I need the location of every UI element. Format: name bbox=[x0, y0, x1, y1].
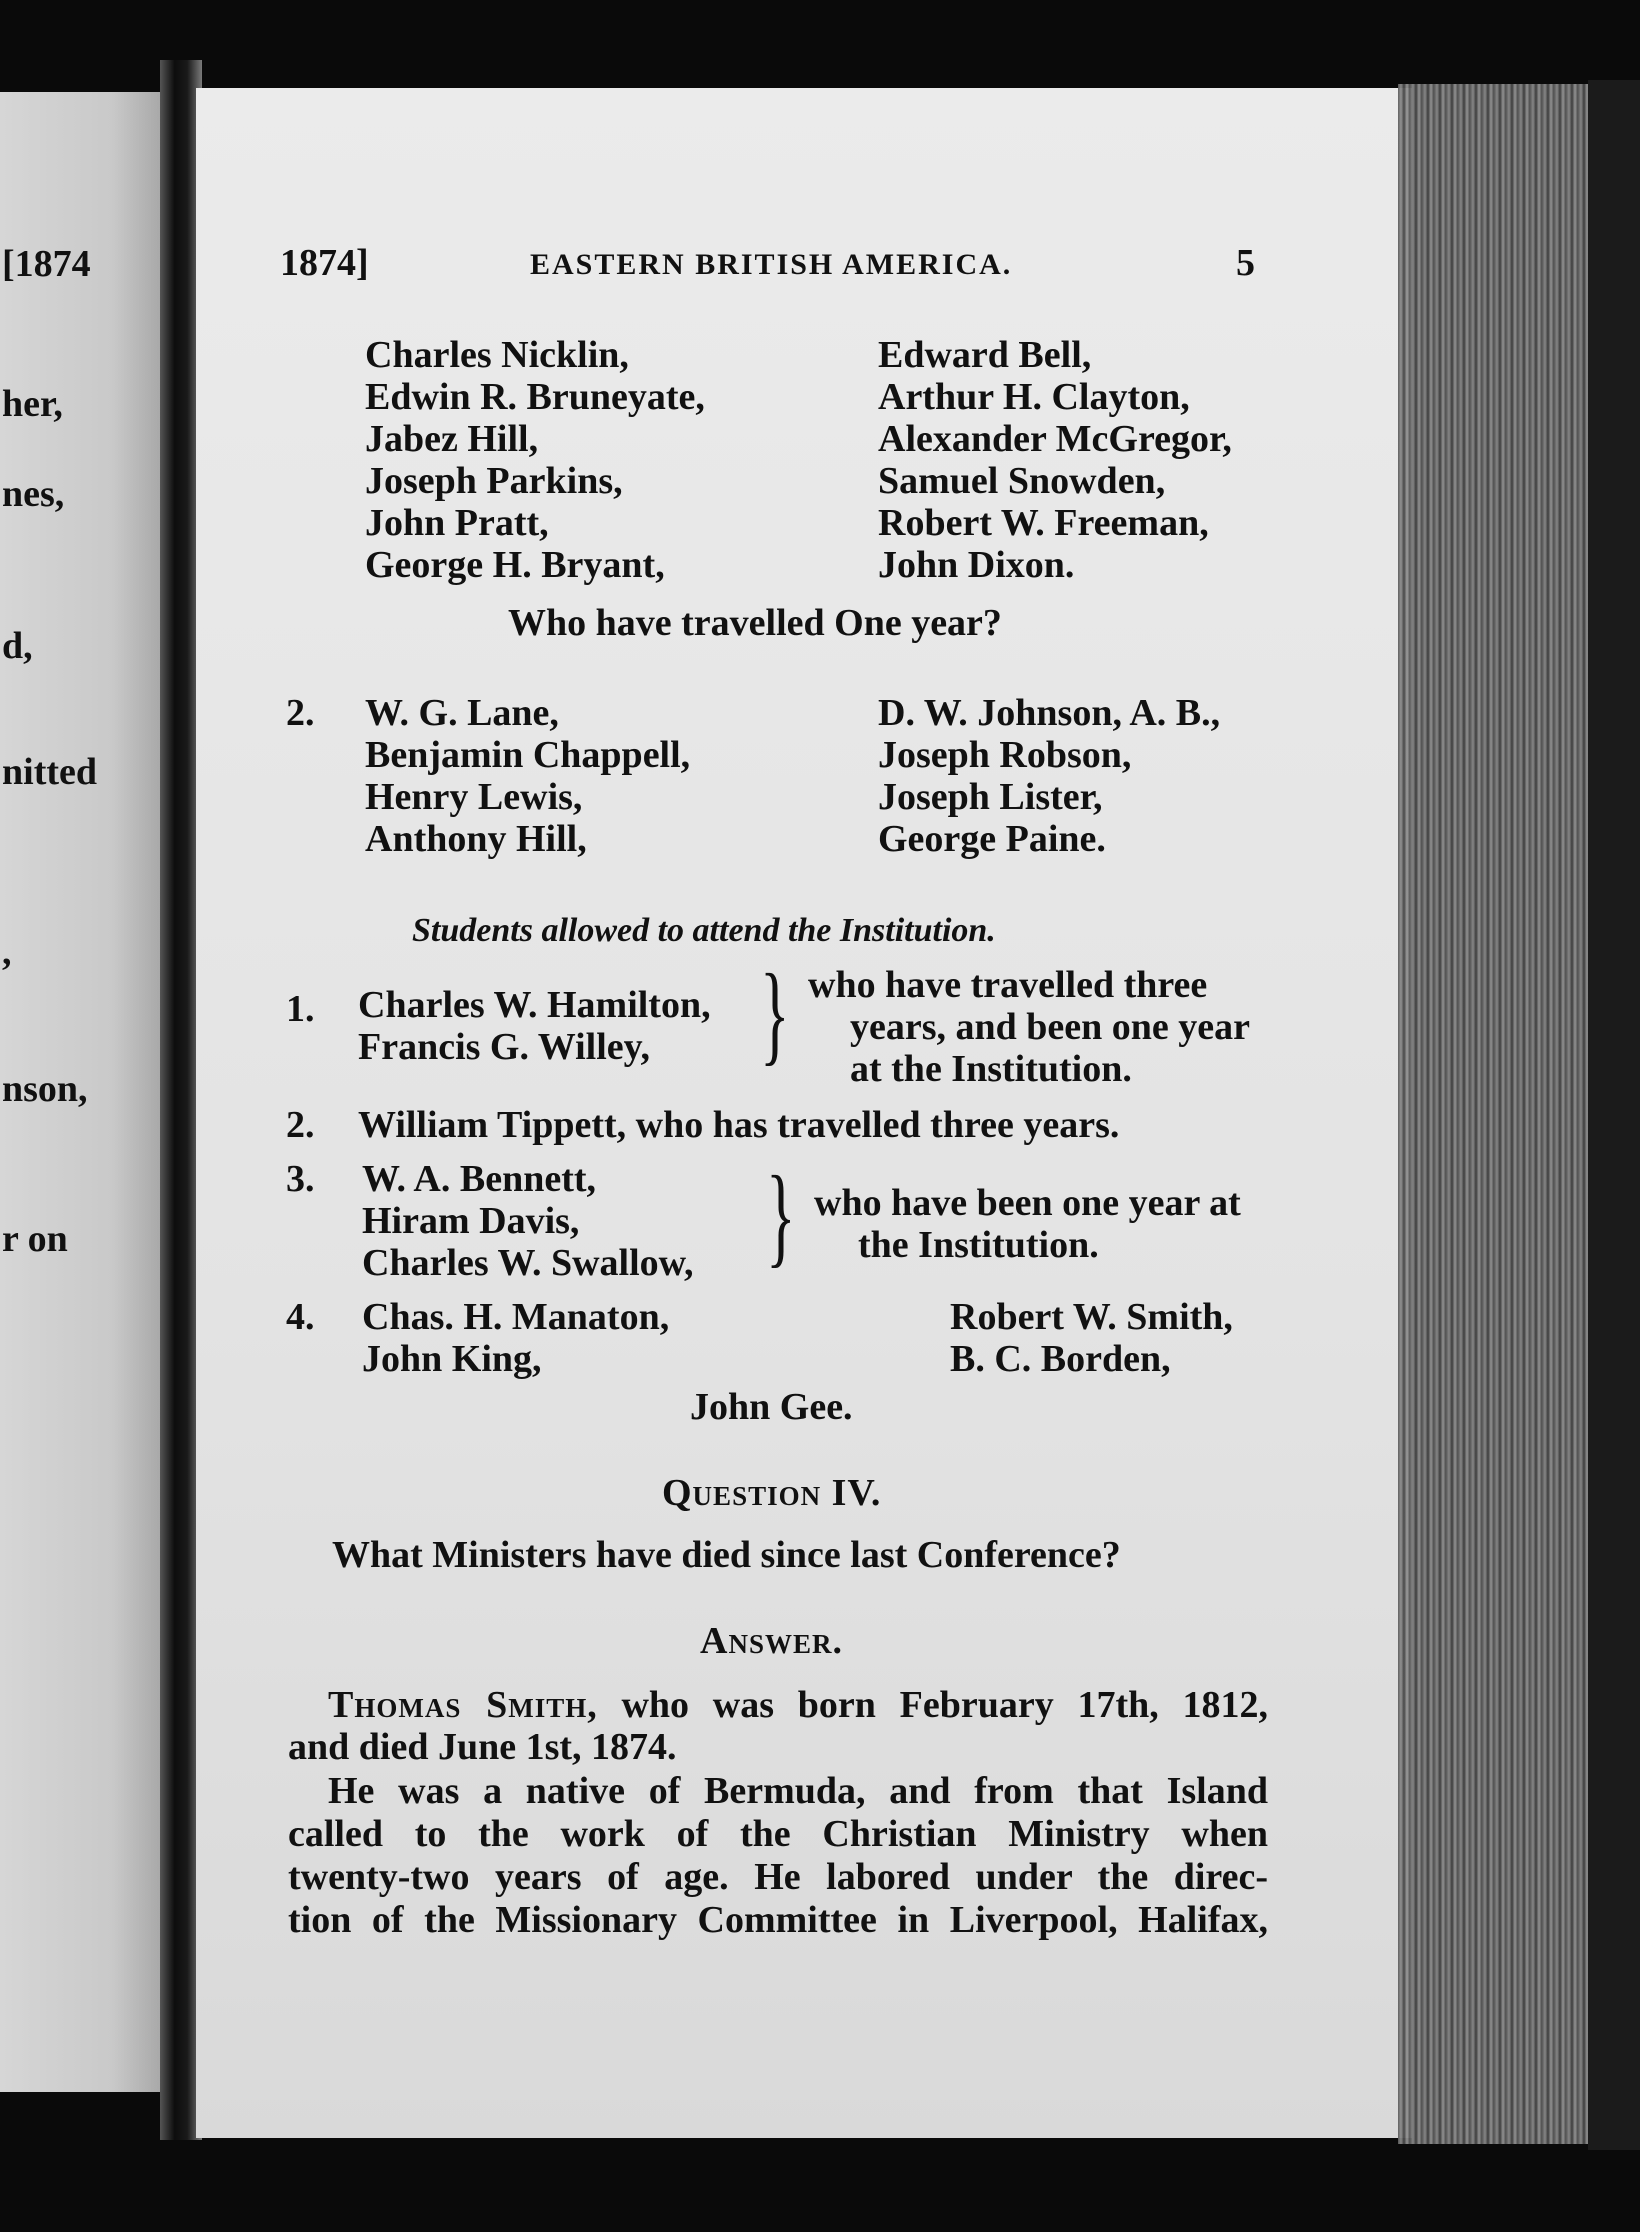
name-right: Edward Bell, bbox=[878, 334, 1092, 376]
left-page-fragment: nes, bbox=[2, 473, 65, 515]
name-left: Anthony Hill, bbox=[365, 818, 587, 860]
name-left: Charles Nicklin, bbox=[365, 334, 629, 376]
student-note: years, and been one year bbox=[850, 1006, 1251, 1048]
obituary-line: and died June 1st, 1874. bbox=[288, 1726, 677, 1768]
page-edge-shadow bbox=[1588, 80, 1640, 2150]
name-left: Jabez Hill, bbox=[365, 418, 539, 460]
obituary-line: tion of the Missionary Committee in Liverpool, Halifax, bbox=[288, 1899, 1268, 1941]
question-heading: Question IV. bbox=[662, 1472, 882, 1514]
left-page-fragment: , bbox=[2, 931, 12, 973]
name-left: W. G. Lane, bbox=[365, 692, 559, 734]
student-name: Chas. H. Manaton, bbox=[362, 1296, 670, 1338]
left-page-fragment: her, bbox=[2, 383, 63, 425]
left-page-year: [1874 bbox=[2, 243, 91, 285]
name-right: George Paine. bbox=[878, 818, 1106, 860]
students-heading: Students allowed to attend the Institution. bbox=[412, 912, 996, 949]
name-right: Robert W. Freeman, bbox=[878, 502, 1209, 544]
left-page-fragment: d, bbox=[2, 625, 33, 667]
student-name: John King, bbox=[362, 1338, 542, 1380]
student-note: who have been one year at bbox=[814, 1182, 1241, 1224]
name-left: Benjamin Chappell, bbox=[365, 734, 691, 776]
obituary-subject-name: Thomas Smith, bbox=[328, 1684, 598, 1726]
header-year: 1874] bbox=[280, 242, 369, 284]
student-note: the Institution. bbox=[858, 1224, 1099, 1266]
name-right: John Dixon. bbox=[878, 544, 1075, 586]
left-page-fragment: nitted bbox=[2, 751, 97, 793]
left-page-fragment: r on bbox=[2, 1218, 68, 1260]
left-page-fragment: nson, bbox=[2, 1068, 88, 1110]
student-note: who have travelled three bbox=[808, 964, 1208, 1006]
page-edges bbox=[1398, 84, 1610, 2144]
obituary-line: called to the work of the Christian Ministry when bbox=[288, 1813, 1268, 1855]
name-left: George H. Bryant, bbox=[365, 544, 665, 586]
obituary-line: He was a native of Bermuda, and from that Island bbox=[328, 1770, 1268, 1812]
student-number: 1. bbox=[286, 988, 315, 1030]
student-number: 3. bbox=[286, 1158, 315, 1200]
answer-heading: Answer. bbox=[700, 1620, 843, 1662]
name-right: D. W. Johnson, A. B., bbox=[878, 692, 1221, 734]
student-name: B. C. Borden, bbox=[950, 1338, 1171, 1380]
question-one-year: Who have travelled One year? bbox=[508, 602, 1002, 644]
student-name: Robert W. Smith, bbox=[950, 1296, 1233, 1338]
student-name: Charles W. Hamilton, bbox=[358, 984, 711, 1026]
name-right: Joseph Lister, bbox=[878, 776, 1103, 818]
obituary-line: twenty-two years of age. He labored under the direc- bbox=[288, 1856, 1268, 1898]
header-title: EASTERN BRITISH AMERICA. bbox=[530, 248, 1013, 281]
name-right: Alexander McGregor, bbox=[878, 418, 1232, 460]
student-name: Francis G. Willey, bbox=[358, 1026, 651, 1068]
student-name: W. A. Bennett, bbox=[362, 1158, 597, 1200]
brace-symbol: } bbox=[760, 952, 790, 1076]
name-left: Henry Lewis, bbox=[365, 776, 583, 818]
student-number: 2. bbox=[286, 1104, 315, 1146]
name-right: Joseph Robson, bbox=[878, 734, 1132, 776]
name-left: John Pratt, bbox=[365, 502, 549, 544]
student-name: John Gee. bbox=[690, 1386, 853, 1428]
student-name: Charles W. Swallow, bbox=[362, 1242, 694, 1284]
left-page bbox=[0, 92, 160, 2092]
name-left: Joseph Parkins, bbox=[365, 460, 623, 502]
page-number: 5 bbox=[1236, 242, 1255, 284]
obituary-line-1 bbox=[328, 1686, 1268, 1724]
name-right: Samuel Snowden, bbox=[878, 460, 1166, 502]
student-name: Hiram Davis, bbox=[362, 1200, 580, 1242]
question-text: What Ministers have died since last Conference? bbox=[332, 1534, 1121, 1576]
brace-symbol: } bbox=[766, 1154, 796, 1278]
obituary-line-1-text: who was born February 17th, 1812, bbox=[597, 1684, 1269, 1726]
student-number: 4. bbox=[286, 1296, 315, 1338]
section-number: 2. bbox=[286, 692, 315, 734]
name-left: Edwin R. Bruneyate, bbox=[365, 376, 705, 418]
student-note: at the Institution. bbox=[850, 1048, 1132, 1090]
student-line: William Tippett, who has travelled three years. bbox=[358, 1104, 1120, 1146]
name-right: Arthur H. Clayton, bbox=[878, 376, 1190, 418]
